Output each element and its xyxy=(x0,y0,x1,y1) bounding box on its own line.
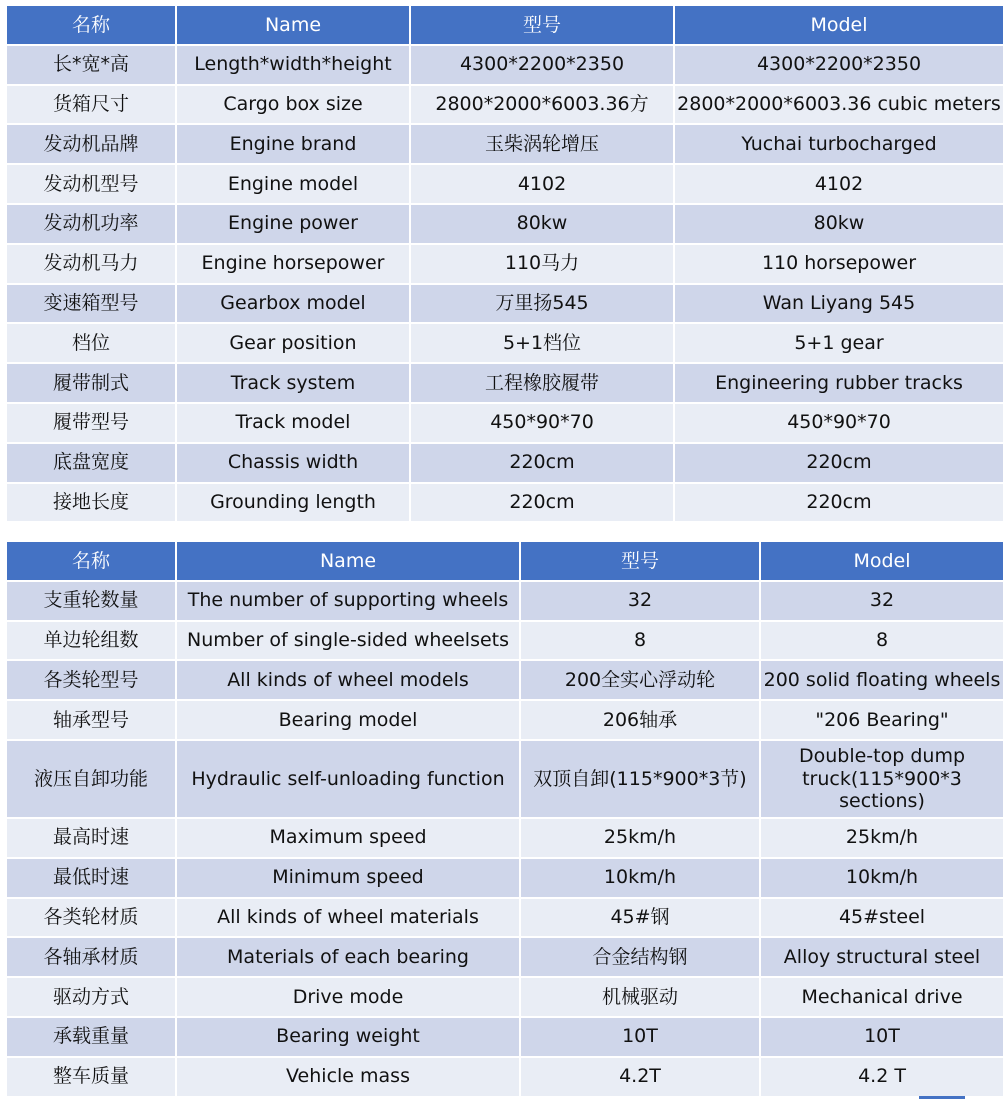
table-row xyxy=(6,244,1004,284)
cell-chinese-name: 发动机型号 xyxy=(6,164,176,204)
table-row xyxy=(6,898,1004,938)
table-row xyxy=(6,323,1004,363)
cell-chinese-name: 整车质量 xyxy=(6,1057,176,1097)
cell-chinese-name: 履带型号 xyxy=(6,403,176,443)
cell-chinese-model: 玉柴涡轮增压 xyxy=(410,124,674,164)
cell-chinese-name: 各轴承材质 xyxy=(6,937,176,977)
cell-chinese-model: 8 xyxy=(520,621,760,661)
cell-name: Grounding length xyxy=(176,483,410,523)
cell-chinese-name: 支重轮数量 xyxy=(6,581,176,621)
cell-name: Track model xyxy=(176,403,410,443)
cell-chinese-name: 驱动方式 xyxy=(6,977,176,1017)
table-row xyxy=(6,818,1004,858)
table-row xyxy=(6,581,1004,621)
header-chinese-model: 型号 xyxy=(520,541,760,581)
cell-name: All kinds of wheel materials xyxy=(176,898,520,938)
cell-model: 220cm xyxy=(674,483,1004,523)
cell-model: 450*90*70 xyxy=(674,403,1004,443)
cell-model: 45#steel xyxy=(760,898,1004,938)
header-chinese-name: 名称 xyxy=(6,5,176,45)
cell-name: Engine horsepower xyxy=(176,244,410,284)
cell-chinese-name: 各类轮材质 xyxy=(6,898,176,938)
table-row xyxy=(6,1017,1004,1057)
cell-name: Minimum speed xyxy=(176,858,520,898)
cell-chinese-name: 承载重量 xyxy=(6,1017,176,1057)
cell-model: 220cm xyxy=(674,443,1004,483)
cell-chinese-name: 各类轮型号 xyxy=(6,660,176,700)
cell-chinese-name: 最高时速 xyxy=(6,818,176,858)
cell-name: Cargo box size xyxy=(176,85,410,125)
cell-name: Bearing weight xyxy=(176,1017,520,1057)
cell-name: Drive mode xyxy=(176,977,520,1017)
cell-name: Track system xyxy=(176,363,410,403)
cell-name: Engine power xyxy=(176,204,410,244)
cell-chinese-model: 合金结构钢 xyxy=(520,937,760,977)
cell-model: Yuchai turbocharged xyxy=(674,124,1004,164)
cell-model: 8 xyxy=(760,621,1004,661)
cell-chinese-model: 25km/h xyxy=(520,818,760,858)
cell-model: 4300*2200*2350 xyxy=(674,45,1004,85)
table-row xyxy=(6,1057,1004,1097)
cell-model: 110 horsepower xyxy=(674,244,1004,284)
cell-model: 80kw xyxy=(674,204,1004,244)
cell-chinese-name: 履带制式 xyxy=(6,363,176,403)
cell-name: Engine model xyxy=(176,164,410,204)
table-header-row xyxy=(6,5,1004,45)
cell-model: "206 Bearing" xyxy=(760,700,1004,740)
cell-chinese-model: 10T xyxy=(520,1017,760,1057)
cell-chinese-model: 4.2T xyxy=(520,1057,760,1097)
cell-chinese-name: 接地长度 xyxy=(6,483,176,523)
cell-chinese-name: 液压自卸功能 xyxy=(6,740,176,818)
cell-model: 200 solid floating wheels xyxy=(760,660,1004,700)
cell-name: Gear position xyxy=(176,323,410,363)
table-row xyxy=(6,660,1004,700)
cell-model: 25km/h xyxy=(760,818,1004,858)
cell-chinese-model: 10km/h xyxy=(520,858,760,898)
table-row xyxy=(6,164,1004,204)
table-row xyxy=(6,284,1004,324)
cell-chinese-name: 发动机品牌 xyxy=(6,124,176,164)
spec-table-1 xyxy=(5,4,1005,523)
header-chinese-model: 型号 xyxy=(410,5,674,45)
table-row xyxy=(6,483,1004,523)
table-row xyxy=(6,858,1004,898)
cell-chinese-model: 工程橡胶履带 xyxy=(410,363,674,403)
cell-name: All kinds of wheel models xyxy=(176,660,520,700)
cell-chinese-model: 450*90*70 xyxy=(410,403,674,443)
cell-chinese-model: 双顶自卸(115*900*3节) xyxy=(520,740,760,818)
cell-model: 4.2 T xyxy=(760,1057,1004,1097)
cell-chinese-model: 5+1档位 xyxy=(410,323,674,363)
cell-model: 10T xyxy=(760,1017,1004,1057)
cell-name: Materials of each bearing xyxy=(176,937,520,977)
cell-name: Engine brand xyxy=(176,124,410,164)
table-header-row xyxy=(6,541,1004,581)
cell-name: Gearbox model xyxy=(176,284,410,324)
cell-chinese-model: 206轴承 xyxy=(520,700,760,740)
cell-chinese-model: 万里扬545 xyxy=(410,284,674,324)
table-row xyxy=(6,977,1004,1017)
cell-name: Vehicle mass xyxy=(176,1057,520,1097)
table-row xyxy=(6,700,1004,740)
cell-model: Mechanical drive xyxy=(760,977,1004,1017)
table-row xyxy=(6,85,1004,125)
header-name: Name xyxy=(176,541,520,581)
cell-model: 5+1 gear xyxy=(674,323,1004,363)
cell-model: Engineering rubber tracks xyxy=(674,363,1004,403)
table-row xyxy=(6,363,1004,403)
cell-chinese-model: 220cm xyxy=(410,443,674,483)
cell-chinese-model: 机械驱动 xyxy=(520,977,760,1017)
table-row xyxy=(6,443,1004,483)
cell-chinese-name: 单边轮组数 xyxy=(6,621,176,661)
cell-chinese-model: 4300*2200*2350 xyxy=(410,45,674,85)
cell-name: Maximum speed xyxy=(176,818,520,858)
table-row xyxy=(6,124,1004,164)
cell-name: Length*width*height xyxy=(176,45,410,85)
cell-chinese-model: 32 xyxy=(520,581,760,621)
cell-model: 2800*2000*6003.36 cubic meters xyxy=(674,85,1004,125)
cell-chinese-model: 200全实心浮动轮 xyxy=(520,660,760,700)
cell-name: Hydraulic self-unloading function xyxy=(176,740,520,818)
cell-chinese-name: 长*宽*高 xyxy=(6,45,176,85)
cell-chinese-model: 4102 xyxy=(410,164,674,204)
cell-model: 32 xyxy=(760,581,1004,621)
cell-chinese-name: 变速箱型号 xyxy=(6,284,176,324)
cell-chinese-name: 轴承型号 xyxy=(6,700,176,740)
cell-chinese-model: 2800*2000*6003.36方 xyxy=(410,85,674,125)
cell-chinese-model: 110马力 xyxy=(410,244,674,284)
table-row xyxy=(6,403,1004,443)
cell-chinese-name: 货箱尺寸 xyxy=(6,85,176,125)
cell-name: Chassis width xyxy=(176,443,410,483)
cell-model: Double-top dump truck(115*900*3 sections) xyxy=(760,740,1004,818)
cell-model: 4102 xyxy=(674,164,1004,204)
table-row xyxy=(6,204,1004,244)
cell-name: The number of supporting wheels xyxy=(176,581,520,621)
cell-chinese-name: 发动机功率 xyxy=(6,204,176,244)
cell-chinese-model: 45#钢 xyxy=(520,898,760,938)
header-model: Model xyxy=(760,541,1004,581)
cell-chinese-model: 220cm xyxy=(410,483,674,523)
table-row xyxy=(6,740,1004,818)
cell-chinese-name: 发动机马力 xyxy=(6,244,176,284)
cell-model: Wan Liyang 545 xyxy=(674,284,1004,324)
cell-model: 10km/h xyxy=(760,858,1004,898)
cell-chinese-name: 最低时速 xyxy=(6,858,176,898)
table-row xyxy=(6,937,1004,977)
spec-table-2 xyxy=(5,540,1005,1098)
header-chinese-name: 名称 xyxy=(6,541,176,581)
cell-chinese-name: 底盘宽度 xyxy=(6,443,176,483)
cell-chinese-name: 档位 xyxy=(6,323,176,363)
header-name: Name xyxy=(176,5,410,45)
cell-model: Alloy structural steel xyxy=(760,937,1004,977)
header-model: Model xyxy=(674,5,1004,45)
table-row xyxy=(6,45,1004,85)
cell-chinese-model: 80kw xyxy=(410,204,674,244)
table-row xyxy=(6,621,1004,661)
cell-name: Number of single-sided wheelsets xyxy=(176,621,520,661)
cell-name: Bearing model xyxy=(176,700,520,740)
